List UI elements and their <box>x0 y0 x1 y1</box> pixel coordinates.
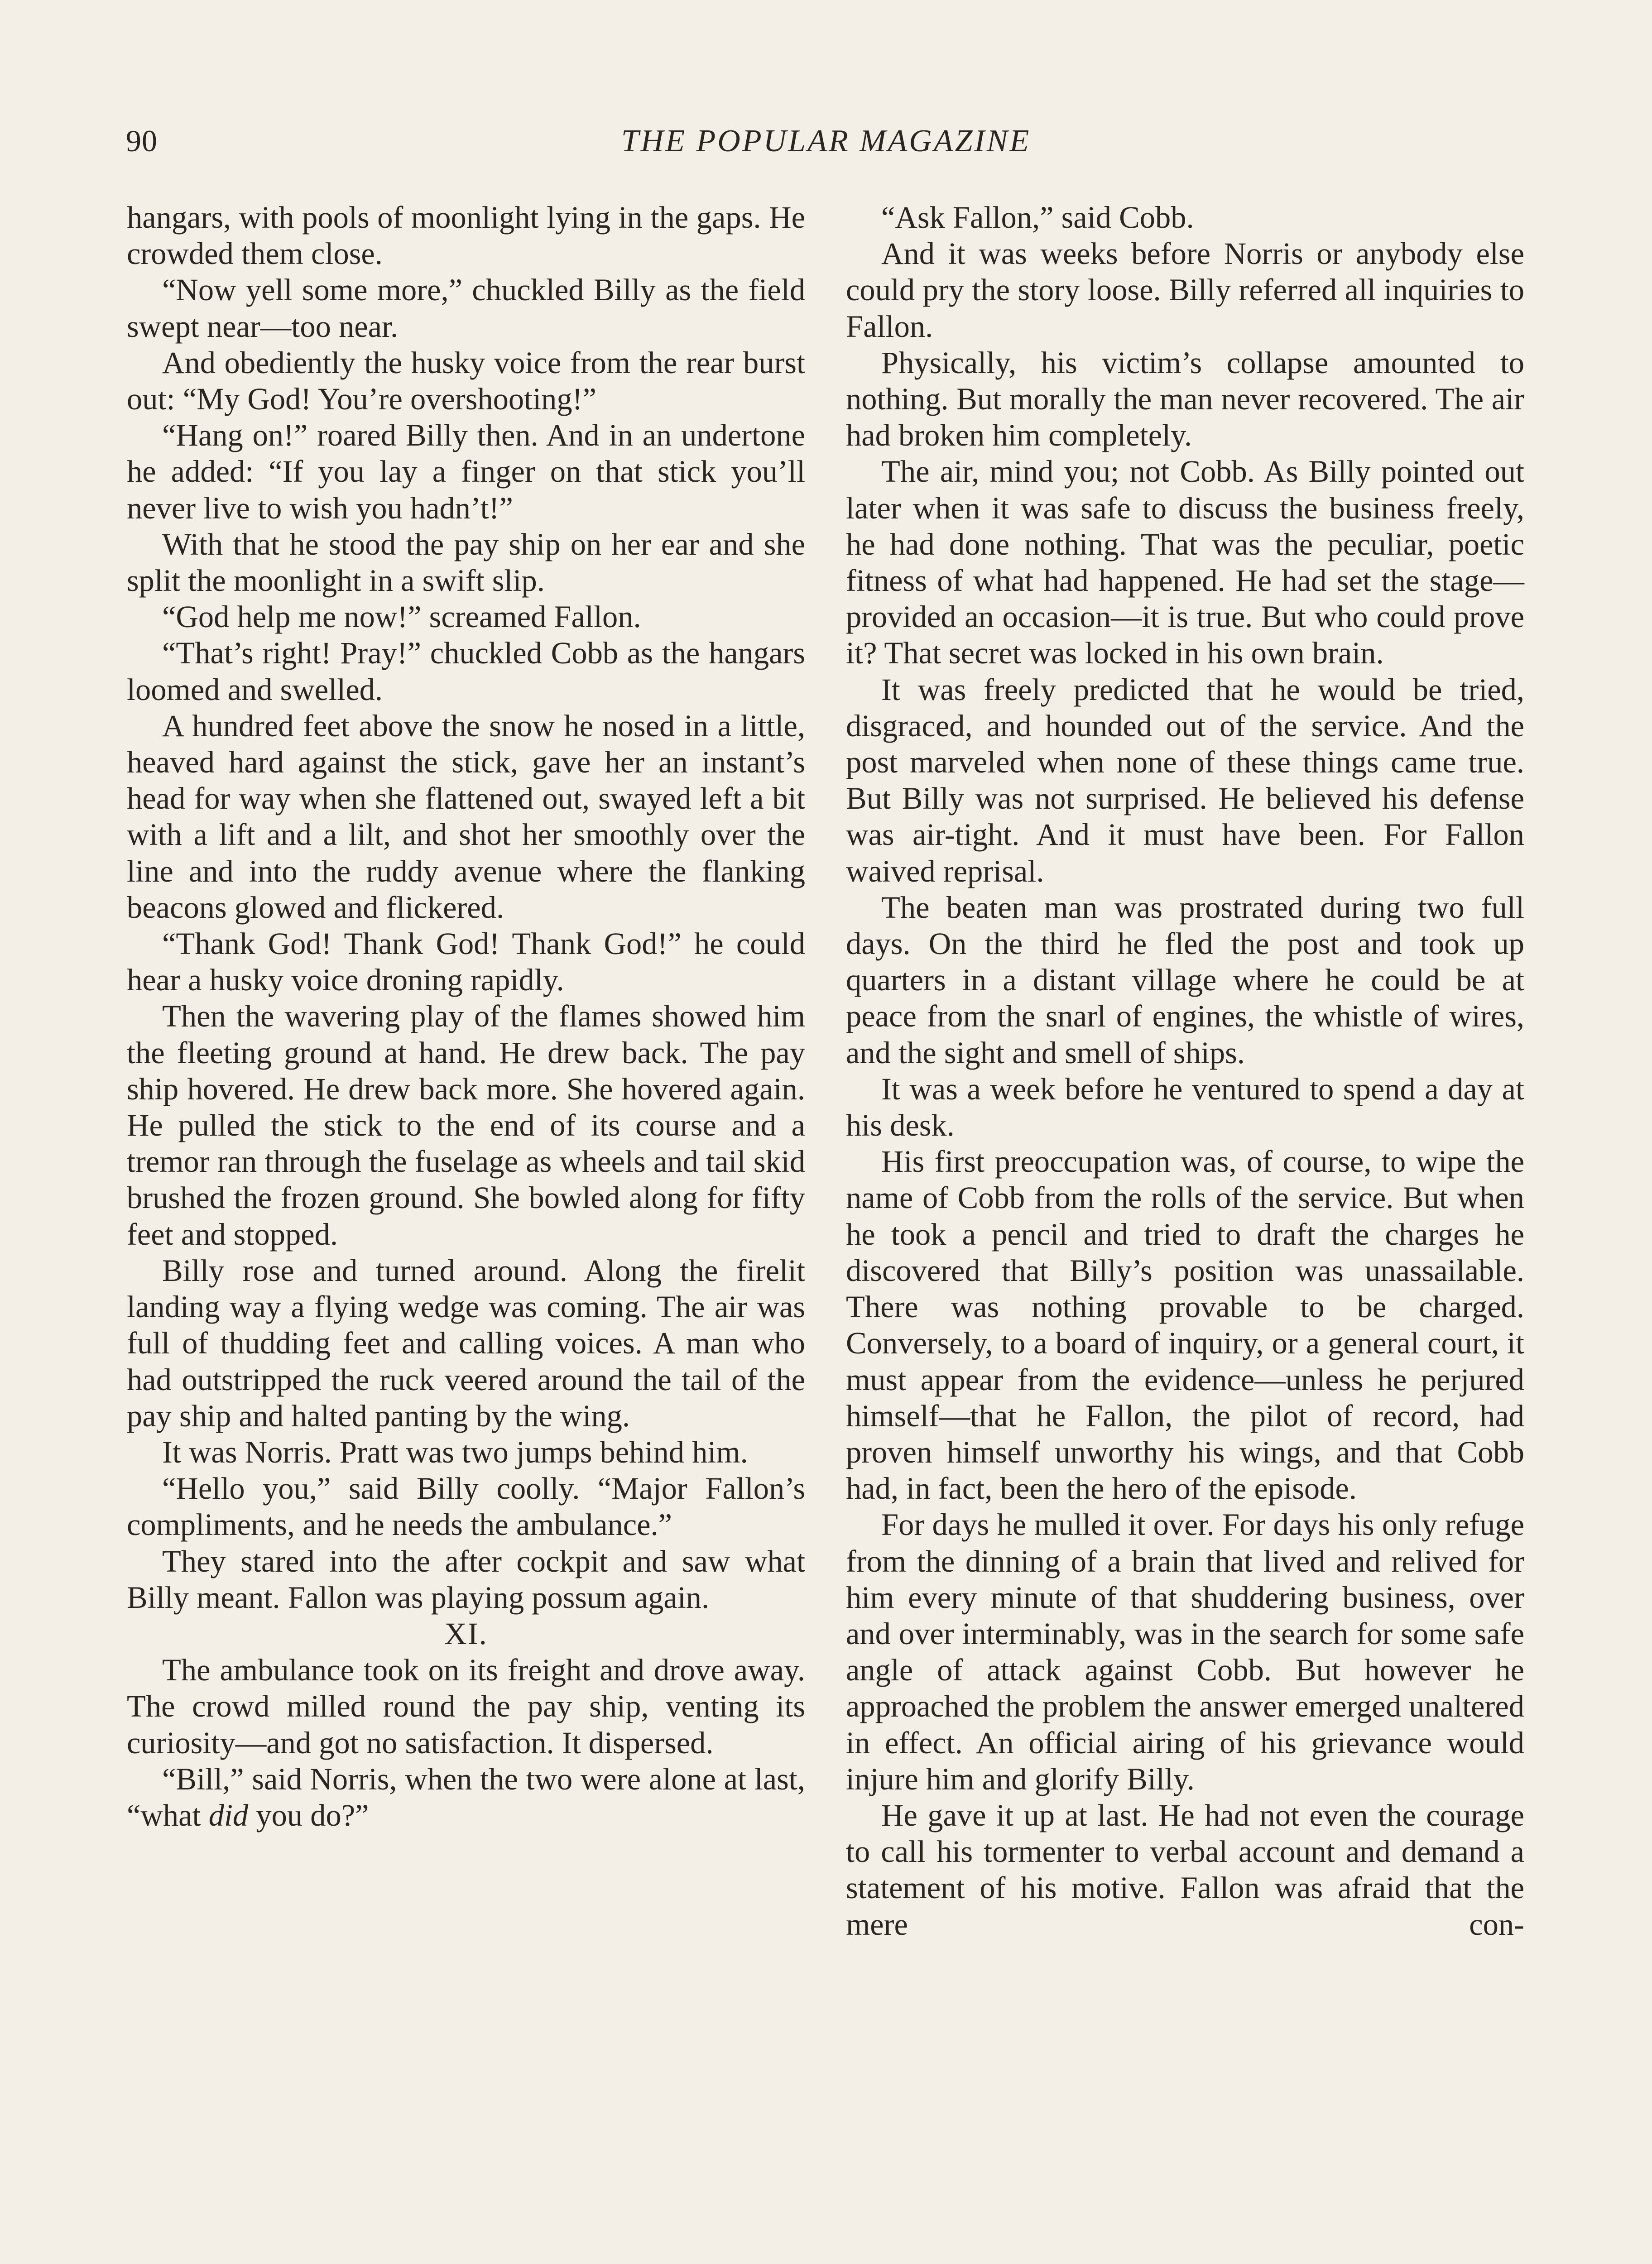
running-head: THE POPULAR MAGAZINE <box>621 124 1031 158</box>
paragraph: Physically, his victim’s collapse amounted to nothing. But morally the man never recovered. The air had broken him completely. <box>846 345 1524 453</box>
paragraph: He gave it up at last. He had not even the courage to call his tormenter to verbal account and demand a statement of his motive. Fallon was afraid that the mere con- <box>846 1798 1524 1942</box>
paragraph: “Hello you,” said Billy coolly. “Major Fallon’s compliments, and he needs the ambulance.” <box>127 1471 805 1542</box>
paragraph-text: “Bill,” said Norris, when the two were alone at last, “what <box>127 1761 805 1832</box>
paragraph-text: you do?” <box>248 1798 369 1832</box>
paragraph: They stared into the after cockpit and saw what Billy meant. Fallon was playing possum again. <box>127 1544 805 1615</box>
paragraph: A hundred feet above the snow he nosed in a little, heaved hard against the stick, gave her an instant’s head for way when she flattened out, swayed left a bit with a lift and a lilt, and shot her smoothly over the line and into the ruddy avenue where the flanking beacons glowed and flickered. <box>127 708 805 925</box>
paragraph: “That’s right! Pray!” chuckled Cobb as the hangars loomed and swelled. <box>127 636 805 707</box>
paragraph: “Hang on!” roared Billy then. And in an undertone he added: “If you lay a finger on that stick you’ll never live to wish you hadn’t!” <box>127 418 805 525</box>
paragraph: “Thank God! Thank God! Thank God!” he could hear a husky voice droning rapidly. <box>127 926 805 998</box>
page-number: 90 <box>126 124 158 158</box>
paragraph: Then the wavering play of the flames showed him the fleeting ground at hand. He drew back. The pay ship hovered. He drew back more. She hovered again. He pulled the stick to the end of its course and a tremor ran through the fuselage as wheels and tail skid brushed the frozen ground. She bowled along for fifty feet and stopped. <box>127 999 805 1252</box>
paragraph: The beaten man was prostrated during two full days. On the third he fled the post and took up quarters in a distant village where he could be at peace from the snarl of engines, the whistle of wires, and the sight and smell of ships. <box>846 890 1524 1070</box>
paragraph: And obediently the husky voice from the rear burst out: “My God! You’re overshooting!” <box>127 345 805 417</box>
right-column <box>846 199 1524 1943</box>
paragraph: And it was weeks before Norris or anybody else could pry the story loose. Billy referred all inquiries to Fallon. <box>846 236 1524 344</box>
paragraph: It was freely predicted that he would be tried, disgraced, and hounded out of the service. And the post marveled when none of these things came true. But Billy was not surprised. He believed his defense was air-tight. And it must have been. For Fallon waived reprisal. <box>846 672 1524 888</box>
paragraph: His first preoccupation was, of course, to wipe the name of Cobb from the rolls of the service. But when he took a pencil and tried to draft the charges he discovered that Billy’s position was unassailable. There was nothing provable to be charged. Conversely, to a board of inquiry, or a general court, it must appear from the evidence—unless he perjured himself—that he Fallon, the pilot of record, had proven himself unworthy his wings, and that Cobb had, in fact, been the hero of the episode. <box>846 1144 1524 1506</box>
emphasis-text: did <box>208 1798 249 1832</box>
paragraph: Billy rose and turned around. Along the firelit landing way a flying wedge was coming. The air was full of thudding feet and calling voices. A man who had outstripped the ruck veered around the tail of the pay ship and halted panting by the wing. <box>127 1253 805 1433</box>
paragraph: “Now yell some more,” chuckled Billy as the field swept near—too near. <box>127 273 805 344</box>
paragraph: With that he stood the pay ship on her ear and she split the moonlight in a swift slip. <box>127 527 805 598</box>
paragraph: “God help me now!” screamed Fallon. <box>162 600 641 634</box>
paragraph: It was Norris. Pratt was two jumps behind him. <box>162 1434 748 1469</box>
paragraph <box>127 1761 805 1833</box>
paragraph: The ambulance took on its freight and drove away. The crowd milled round the pay ship, venting its curiosity—and got no satisfaction. It dispersed. <box>127 1653 805 1760</box>
paragraph: The air, mind you; not Cobb. As Billy pointed out later when it was safe to discuss the business freely, he had done nothing. That was the peculiar, poetic fitness of what had happened. He had set the stage—provided an occasion—it is true. But who could prove it? That secret was locked in his own brain. <box>846 454 1524 671</box>
section-heading: XI. <box>444 1616 488 1651</box>
paragraph: For days he mulled it over. For days his only refuge from the dinning of a brain that lived and relived for him every minute of that shuddering business, over and over interminably, was in the search for some safe angle of attack against Cobb. But however he approached the problem the answer emerged unaltered in effect. An official airing of his grievance would injure him and glorify Billy. <box>846 1507 1524 1796</box>
paragraph: hangars, with pools of moonlight lying in the gaps. He crowded them close. <box>127 200 805 271</box>
paragraph: “Ask Fallon,” said Cobb. <box>881 200 1194 235</box>
left-column <box>127 199 805 1833</box>
paragraph: It was a week before he ventured to spend a day at his desk. <box>846 1071 1524 1143</box>
